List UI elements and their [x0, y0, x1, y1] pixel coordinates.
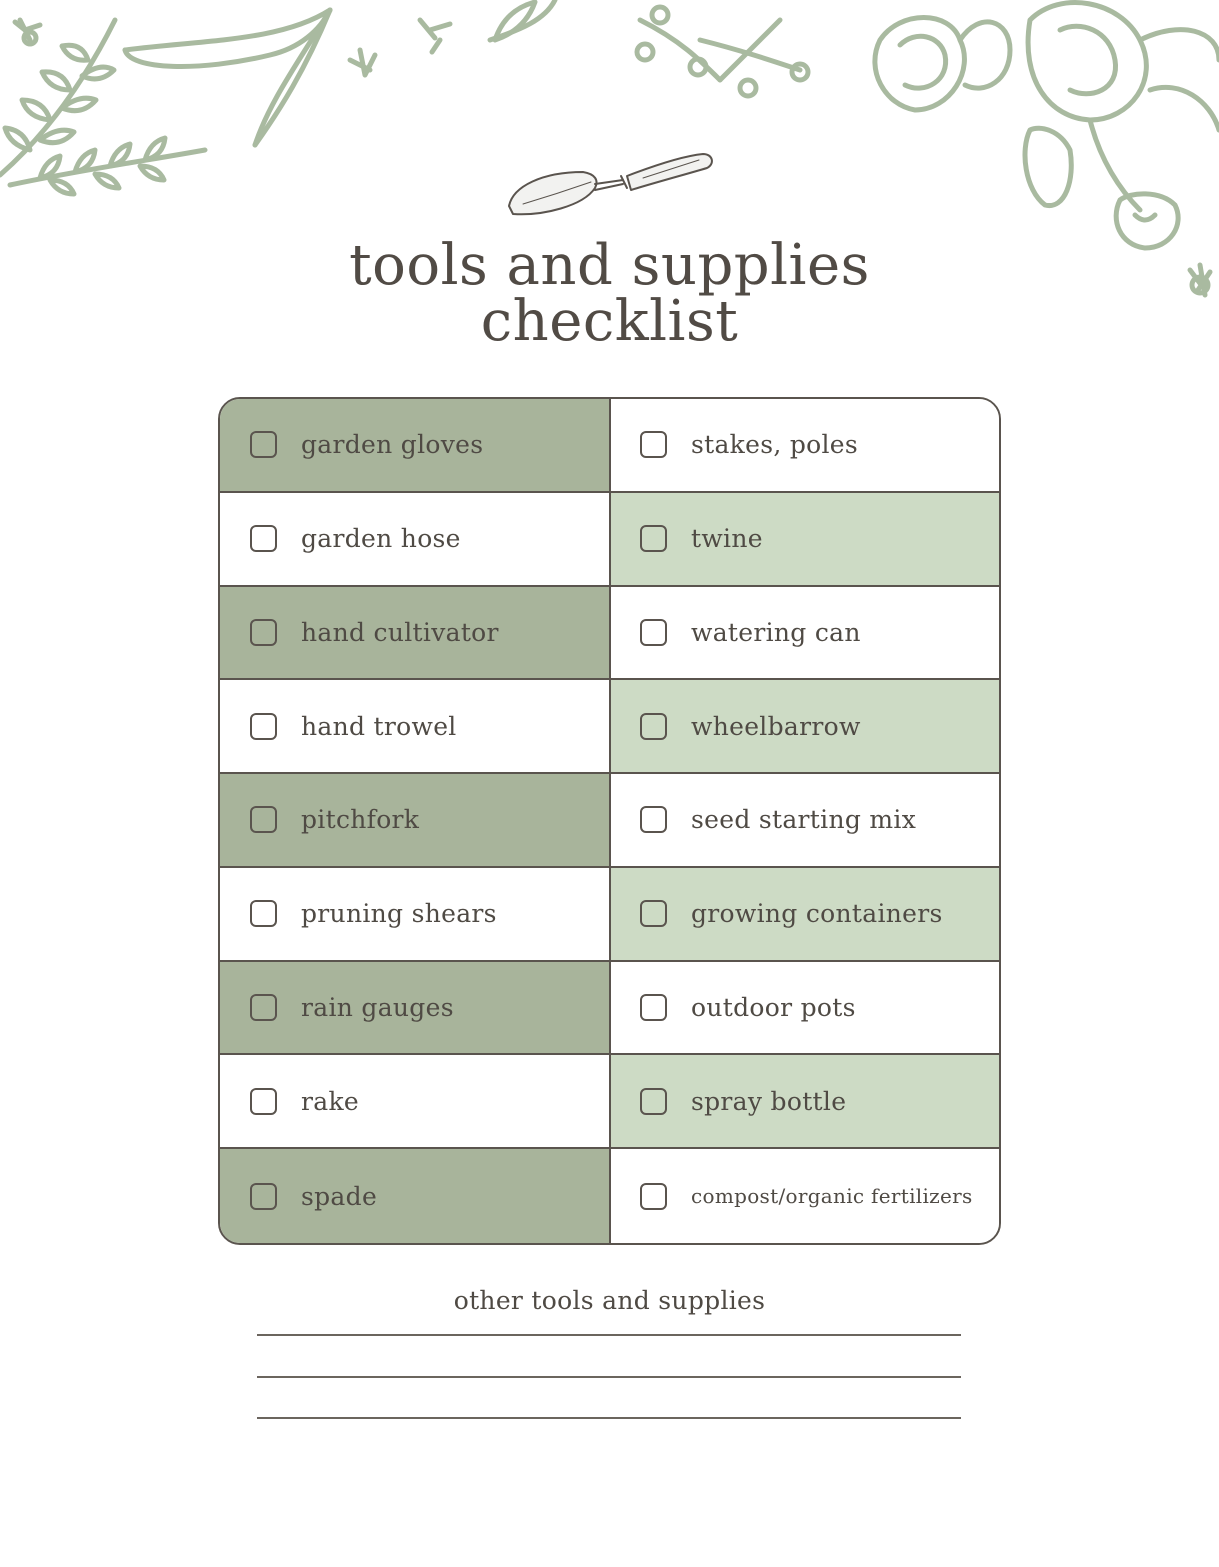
checkbox[interactable] [640, 525, 667, 552]
checklist-item[interactable] [220, 587, 611, 681]
checklist-item[interactable] [220, 868, 611, 962]
checklist-item-label: spade [301, 1181, 378, 1211]
checklist-item-label: spray bottle [691, 1086, 847, 1116]
write-in-line[interactable] [257, 1334, 961, 1336]
checklist-item-label: pruning shears [301, 899, 497, 929]
page-title [0, 233, 1219, 354]
checkbox[interactable] [640, 713, 667, 740]
checklist-item-label: stakes, poles [691, 430, 859, 460]
checkbox[interactable] [640, 806, 667, 833]
checkbox[interactable] [250, 806, 277, 833]
hand-trowel-illustration [503, 148, 715, 222]
checkbox[interactable] [250, 1088, 277, 1115]
checkbox[interactable] [250, 619, 277, 646]
checklist-item[interactable] [220, 399, 611, 493]
checklist-item[interactable] [611, 1149, 1001, 1243]
checklist-item[interactable] [611, 399, 1001, 493]
checklist-item-label: garden hose [301, 524, 461, 554]
checklist-item-label: seed starting mix [691, 805, 917, 835]
title-line-1: tools and supplies [349, 233, 870, 298]
checkbox[interactable] [250, 431, 277, 458]
checklist-item[interactable] [611, 493, 1001, 587]
checkbox[interactable] [640, 900, 667, 927]
checklist-item[interactable] [611, 774, 1001, 868]
checkbox[interactable] [640, 1183, 667, 1210]
checkbox[interactable] [640, 619, 667, 646]
other-supplies-heading: other tools and supplies [453, 1286, 766, 1315]
checklist-item-label: growing containers [691, 899, 943, 929]
checklist-item-label: hand trowel [301, 711, 457, 741]
checklist-item[interactable] [220, 962, 611, 1056]
checkbox[interactable] [250, 994, 277, 1021]
checklist-item[interactable] [220, 680, 611, 774]
checklist-item-label: wheelbarrow [691, 711, 861, 741]
checklist-item-label: garden gloves [301, 430, 484, 460]
checklist-item[interactable] [220, 1149, 611, 1243]
checkbox[interactable] [640, 994, 667, 1021]
checklist-item-label: rake [301, 1086, 359, 1116]
checklist-table [218, 397, 1001, 1245]
checklist-item[interactable] [611, 1055, 1001, 1149]
checklist-item-label: compost/organic fertilizers [691, 1184, 973, 1209]
checklist-item[interactable] [611, 587, 1001, 681]
checklist-item-label: twine [691, 524, 763, 554]
title-line-2: checklist [480, 289, 739, 354]
checklist-item-label: hand cultivator [301, 617, 499, 647]
checkbox[interactable] [250, 525, 277, 552]
checklist-item-label: rain gauges [301, 993, 454, 1023]
checkbox[interactable] [250, 1183, 277, 1210]
checklist-item[interactable] [220, 774, 611, 868]
write-in-line[interactable] [257, 1417, 961, 1419]
checklist-item-label: outdoor pots [691, 993, 856, 1023]
write-in-line[interactable] [257, 1376, 961, 1378]
checklist-item[interactable] [611, 680, 1001, 774]
checklist-item-label: pitchfork [301, 805, 420, 835]
checkbox[interactable] [250, 900, 277, 927]
checklist-item[interactable] [220, 493, 611, 587]
checklist-item[interactable] [611, 962, 1001, 1056]
checkbox[interactable] [250, 713, 277, 740]
checkbox[interactable] [640, 1088, 667, 1115]
checkbox[interactable] [640, 431, 667, 458]
checklist-item[interactable] [220, 1055, 611, 1149]
checklist-item[interactable] [611, 868, 1001, 962]
checklist-item-label: watering can [691, 617, 861, 647]
